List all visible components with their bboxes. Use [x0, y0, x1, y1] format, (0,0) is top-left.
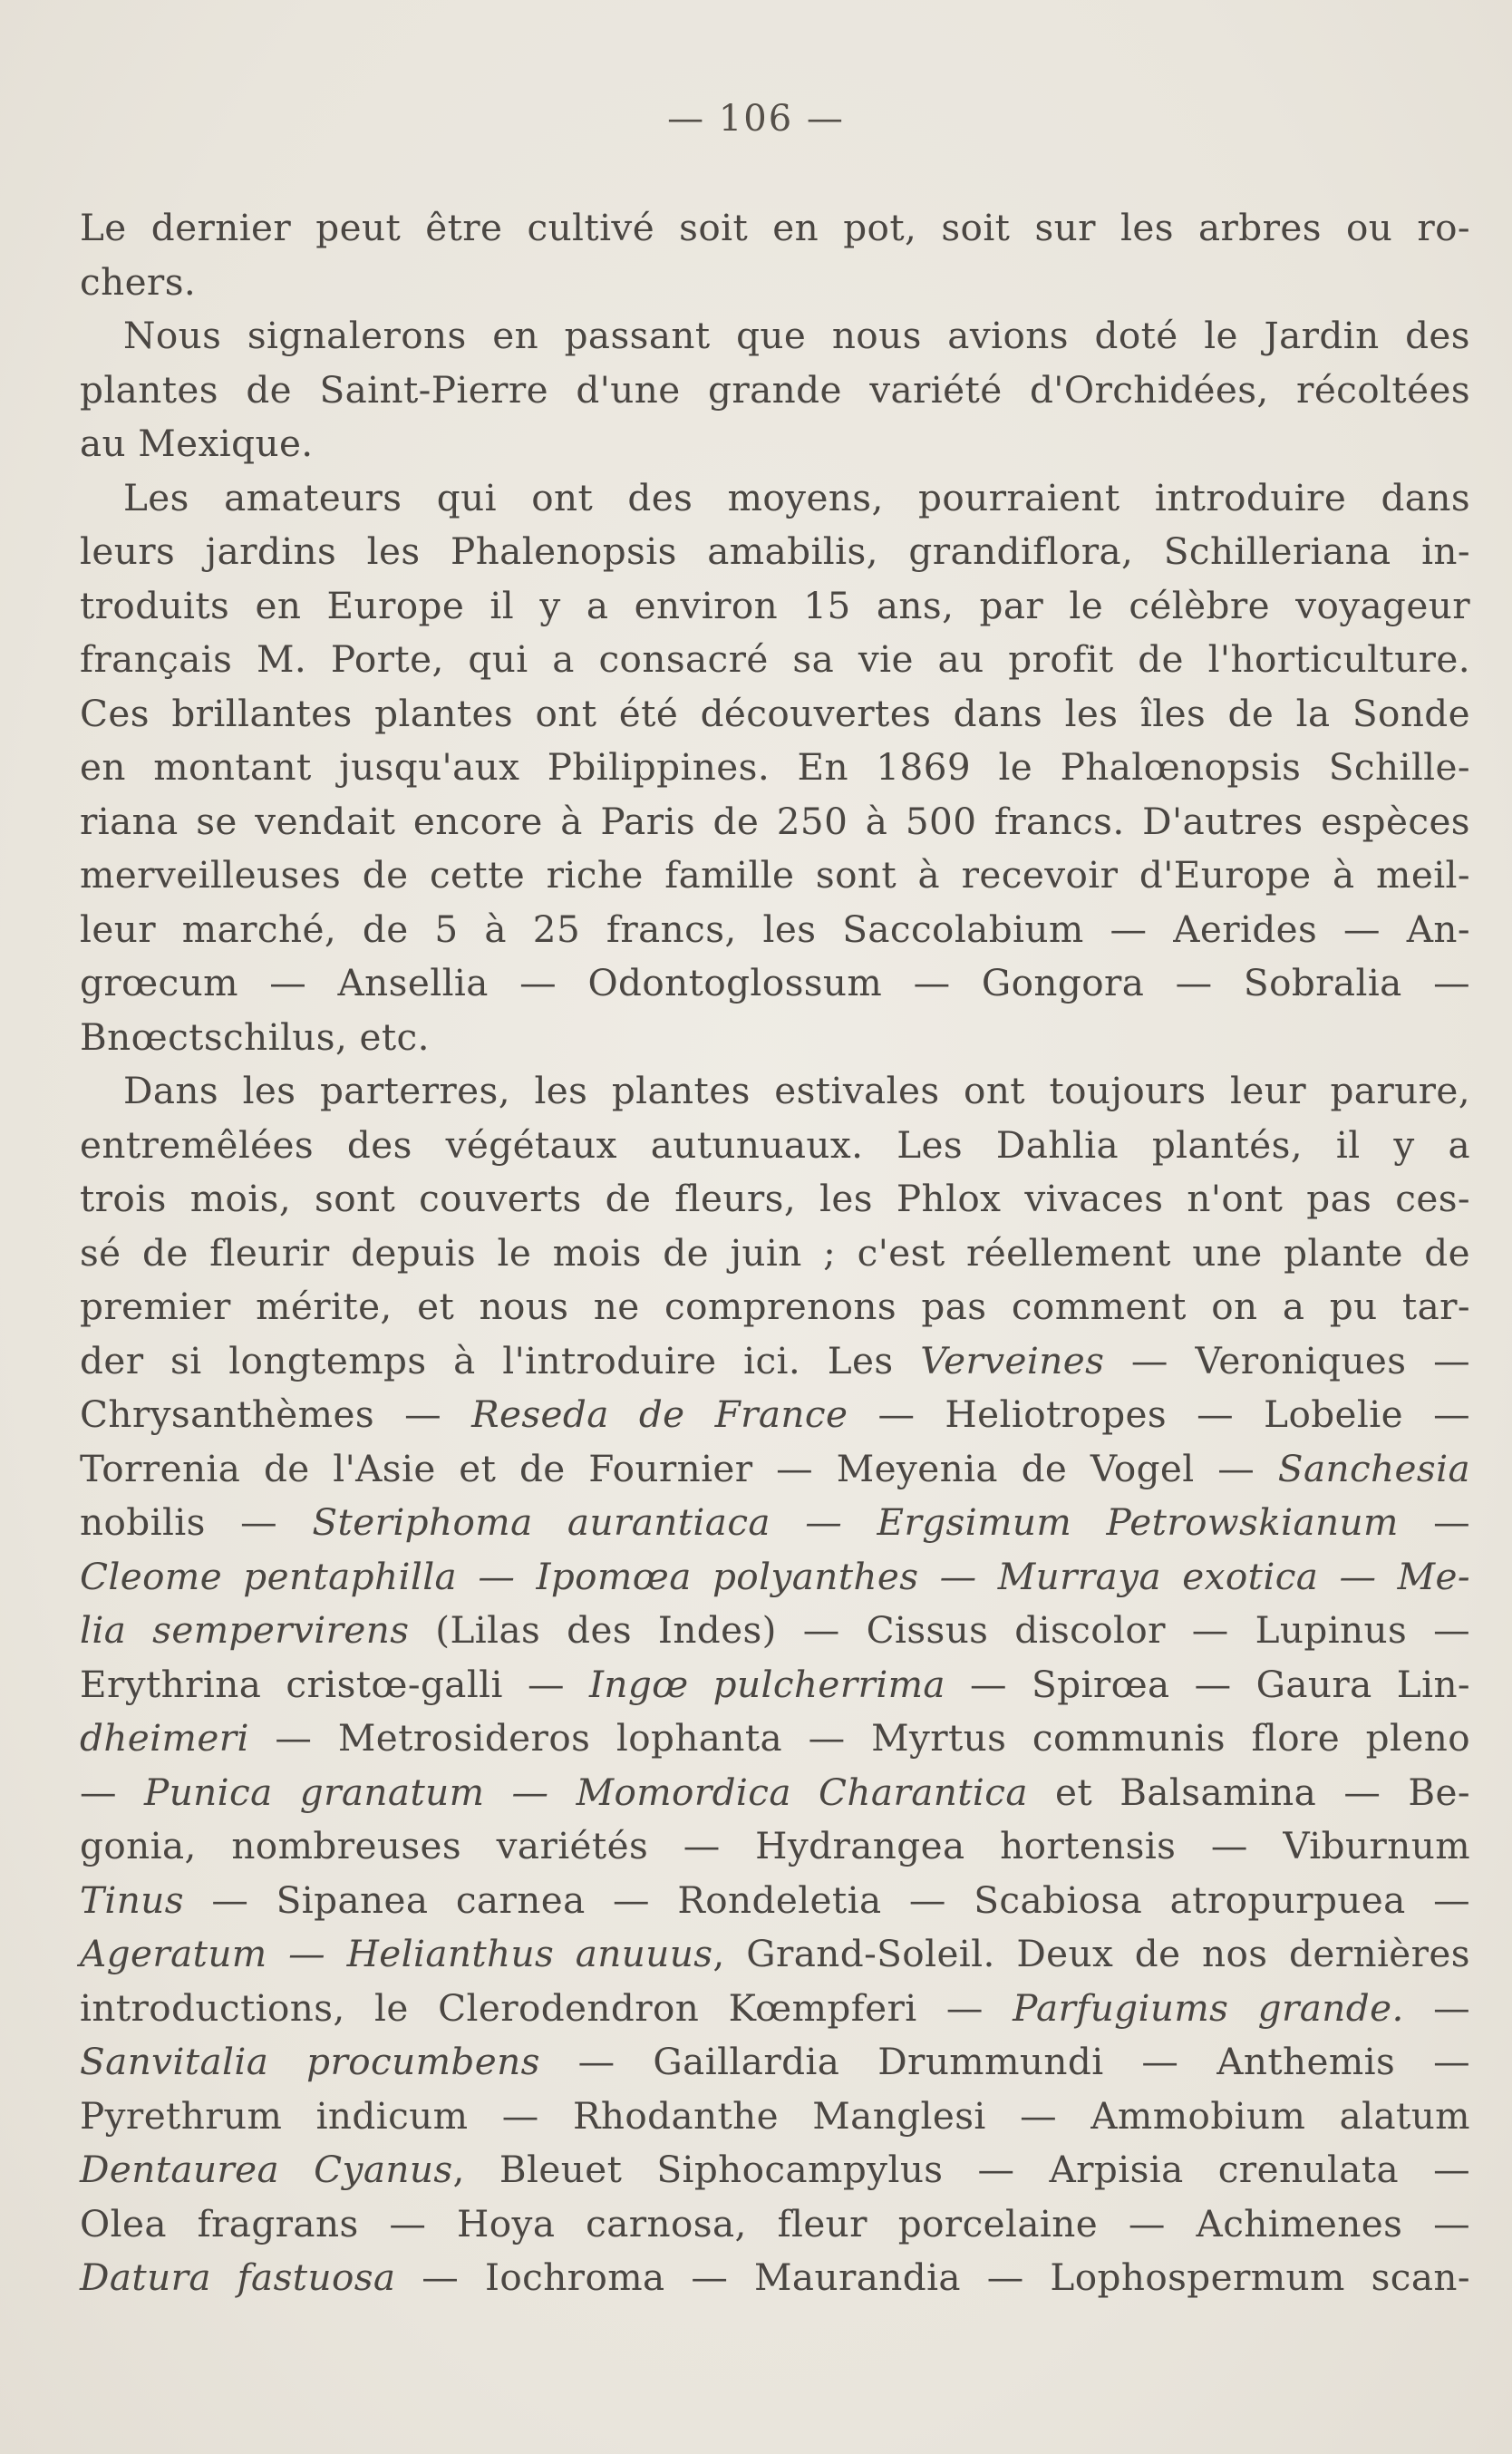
text-line: [80, 1927, 1470, 1982]
text-line-plain: Olea fragrans — Hoya carnosa, fleur porcelaine — Achimenes —: [80, 2201, 1470, 2245]
text-line: [80, 417, 1470, 471]
text-line-rest: —: [1403, 1985, 1470, 2030]
text-line: [80, 633, 1470, 687]
text-line: [80, 1550, 1470, 1605]
text-line-italic: Dentaurea Cyanus: [80, 2148, 453, 2191]
text-line-rest: —: [1398, 1500, 1470, 1544]
text-line: [80, 687, 1470, 742]
text-line-rest: — Spirœa — Gaura Lin-: [945, 1662, 1471, 1706]
text-line-plain: chers.: [80, 259, 197, 304]
text-line: [80, 849, 1470, 903]
text-line-plain: premier mérite, et nous ne comprenons pas comment on a pu tar-: [80, 1285, 1470, 1328]
text-line-italic: Ingœ pulcherrima: [588, 1662, 945, 1706]
text-line: [80, 2143, 1470, 2197]
text-line-plain: merveilleuses de cette riche famille sont à recevoir d'Europe à meil-: [80, 853, 1470, 897]
text-line-plain: —: [80, 1770, 145, 1814]
text-line: [80, 471, 1470, 526]
text-line-italic: Parfugiums grande.: [1013, 1985, 1404, 2030]
text-line-rest: , Grand-Soleil. Deux de nos dernières: [712, 1932, 1470, 1975]
text-line: [80, 2251, 1470, 2305]
text-line: [80, 1658, 1470, 1712]
text-line-rest: et Balsamina — Be-: [1027, 1770, 1470, 1814]
text-line: [80, 795, 1470, 849]
text-line-rest: — Veroniques —: [1104, 1338, 1470, 1382]
text-line-rest: , Bleuet Siphocampylus — Arpisia crenulata —: [452, 2148, 1470, 2191]
text-line: [80, 1874, 1470, 1928]
text-line-plain: leur marché, de 5 à 25 francs, les Saccolabium — Aerides — An-: [80, 907, 1470, 951]
text-line: [80, 1604, 1470, 1658]
text-line: [80, 1388, 1470, 1442]
text-line: [80, 1227, 1470, 1281]
text-line-italic: Sanvitalia procumbens: [80, 2040, 540, 2083]
text-line: [80, 1119, 1470, 1173]
text-line-plain: français M. Porte, qui a consacré sa vie au profit de l'horticulture.: [80, 637, 1470, 681]
text-line-plain: Le dernier peut être cultivé soit en pot, soit sur les arbres ou ro-: [80, 206, 1470, 249]
text-line: [80, 1712, 1470, 1766]
text-line-rest: — Metrosideros lophanta — Myrtus communis flore pleno: [248, 1716, 1470, 1760]
text-line: [80, 309, 1470, 364]
text-line: [80, 256, 1470, 310]
text-line-plain: introductions, le Clerodendron Kœmpferi —: [80, 1985, 1013, 2030]
page-number: — 106 —: [667, 98, 845, 140]
text-line-plain: Les amateurs qui ont des moyens, pourraient introduire dans: [123, 475, 1470, 519]
text-line-plain: Erythrina cristœ-galli —: [80, 1662, 589, 1706]
text-line-plain: grœcum — Ansellia — Odontoglossum — Gongora — Sobralia —: [80, 961, 1470, 1004]
text-line-italic: dheimeri: [80, 1716, 249, 1760]
text-line-italic: Tinus: [80, 1877, 184, 1922]
text-line-plain: Torrenia de l'Asie et de Fournier — Meyenia de Vogel —: [80, 1446, 1278, 1490]
text-line: [80, 956, 1470, 1011]
text-line-rest: — Heliotropes — Lobelie —: [848, 1392, 1470, 1436]
text-line-rest: — Sipanea carnea — Rondeletia — Scabiosa atropurpuea —: [183, 1877, 1470, 1922]
text-line: [80, 201, 1470, 256]
text-line-plain: der si longtemps à l'introduire ici. Les: [80, 1338, 921, 1382]
text-line-plain: plantes de Saint-Pierre d'une grande variété d'Orchidées, récoltées: [80, 367, 1470, 412]
text-line-italic: Datura fastuosa: [80, 2255, 396, 2299]
text-line-plain: riana se vendait encore à Paris de 250 à 500 francs. D'autres espèces: [80, 799, 1470, 843]
text-line-plain: entremêlées des végétaux autunuaux. Les Dahlia plantés, il y a: [80, 1122, 1470, 1167]
text-line: [80, 1819, 1470, 1874]
text-line-plain: Ces brillantes plantes ont été découvertes dans les îles de la Sonde: [80, 691, 1470, 735]
text-line-plain: au Mexique.: [80, 422, 314, 465]
text-line-italic: lia sempervirens: [80, 1608, 410, 1652]
text-line: [80, 579, 1470, 634]
text-line-rest: — Iochroma — Maurandia — Lophospermum scan-: [395, 2255, 1470, 2299]
text-line: [80, 1982, 1470, 2036]
text-line-plain: Dans les parterres, les plantes estivales ont toujours leur parure,: [123, 1069, 1470, 1112]
text-line-plain: en montant jusqu'aux Pbilippines. En 1869 le Phalœnopsis Schille-: [80, 745, 1470, 789]
text-line: [80, 1064, 1470, 1119]
text-line-italic: Reseda de France: [471, 1392, 848, 1436]
text-line: [80, 1496, 1470, 1550]
body-text: [80, 201, 1470, 2305]
text-line: [80, 2090, 1470, 2144]
text-line-plain: Nous signalerons en passant que nous avions doté le Jardin des: [123, 314, 1470, 357]
text-line-plain: nobilis —: [80, 1500, 313, 1544]
text-line-italic: Cleome pentaphilla — Ipomœa polyanthes — Murraya exotica — Me-: [80, 1554, 1470, 1598]
text-line: [80, 741, 1470, 795]
text-line-italic: Verveines: [920, 1338, 1105, 1382]
text-line: [80, 2197, 1470, 2252]
text-line-plain: troduits en Europe il y a environ 15 ans, par le célèbre voyageur: [80, 583, 1470, 627]
text-line-plain: gonia, nombreuses variétés — Hydrangea hortensis — Viburnum: [80, 1824, 1470, 1867]
text-line: [80, 1334, 1470, 1389]
text-line: [80, 1442, 1470, 1497]
text-line-italic: Punica granatum — Momordica Charantica: [144, 1770, 1028, 1814]
text-line: [80, 2035, 1470, 2090]
text-line-plain: Bnœctschilus, etc.: [80, 1014, 430, 1059]
text-line-plain: Chrysanthèmes —: [80, 1392, 472, 1436]
text-line-plain: trois mois, sont couverts de fleurs, les Phlox vivaces n'ont pas ces-: [80, 1177, 1470, 1220]
text-line-plain: leurs jardins les Phalenopsis amabilis, grandiflora, Schilleriana in-: [80, 529, 1470, 573]
text-line-rest: — Gaillardia Drummundi — Anthemis —: [539, 2040, 1470, 2083]
text-line-rest: (Lilas des Indes) — Cissus discolor — Lupinus —: [409, 1608, 1470, 1652]
text-line: [80, 903, 1470, 957]
text-line-italic: Steriphoma aurantiaca — Ergsimum Petrowskianum: [312, 1500, 1399, 1544]
text-line-italic: Sanchesia: [1277, 1446, 1470, 1490]
text-line-plain: Pyrethrum indicum — Rhodanthe Manglesi — Ammobium alatum: [80, 2093, 1470, 2138]
text-line: [80, 525, 1470, 579]
text-line-italic: Ageratum — Helianthus anuuus: [80, 1932, 713, 1975]
text-line: [80, 1280, 1470, 1334]
text-line: [80, 1766, 1470, 1820]
text-line: [80, 1172, 1470, 1227]
text-line: [80, 364, 1470, 418]
text-line-plain: sé de fleurir depuis le mois de juin ; c'est réellement une plante de: [80, 1230, 1470, 1275]
text-line: [80, 1011, 1470, 1065]
